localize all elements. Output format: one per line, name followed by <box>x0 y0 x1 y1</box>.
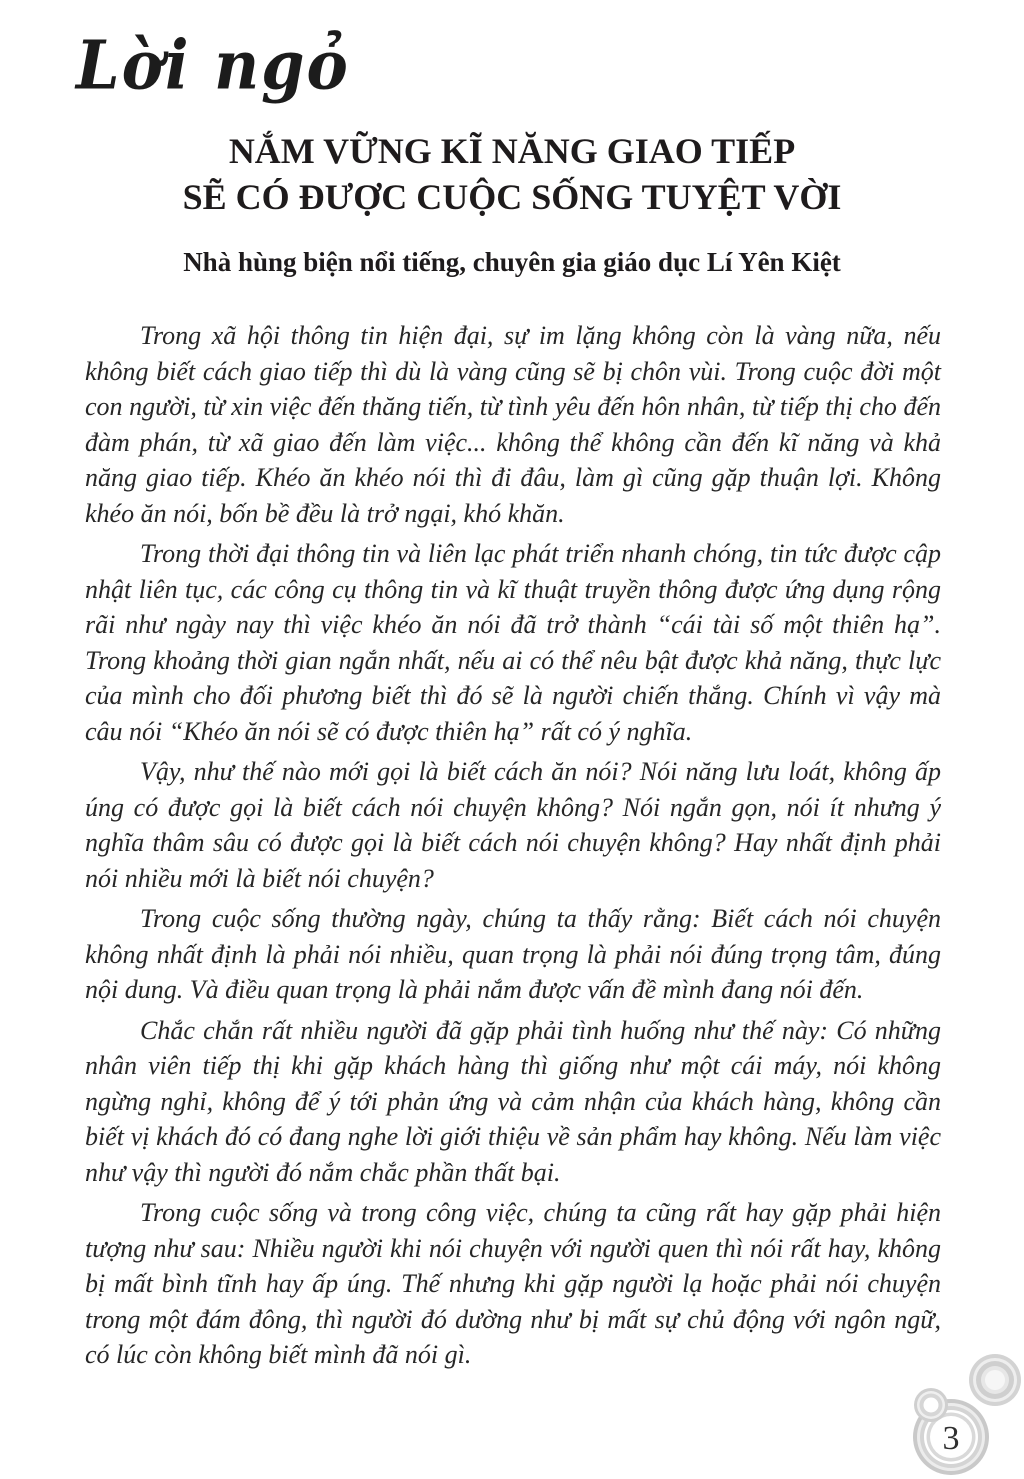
paragraph-3: Vậy, như thế nào mới gọi là biết cách ăn nói? Nói năng lưu loát, không ấp úng có được gọi là biết cách nói chuyện không? Nói ngắn gọn, nói ít nhưng ý nghĩa thâm sâu có được gọi là biết cách nói chuyện không? Hay nhất định phải nói nhiều mới là biết nói chuyện? <box>85 757 941 893</box>
body-text <box>85 318 941 1378</box>
paragraph-2: Trong thời đại thông tin và liên lạc phát triển nhanh chóng, tin tức được cập nhật liên tục, các công cụ thông tin và kĩ thuật truyền thông được ứng dụng rộng rãi như ngày nay thì việc khéo ăn nói đã trở thành “cái tài số một thiên hạ”. Trong khoảng thời gian ngắn nhất, nếu ai có thể nêu bật được khả năng, thực lực của mình cho đối phương biết thì đó sẽ là người chiến thắng. Chính vì vậy mà câu nói “Khéo ăn nói sẽ có được thiên hạ” rất có ý nghĩa. <box>85 539 941 746</box>
paragraph-6: Trong cuộc sống và trong công việc, chúng ta cũng rất hay gặp phải hiện tượng như sau: Nhiều người khi nói chuyện với người quen thì nói rất hay, không bị mất bình tĩnh hay ấp úng. Thế nhưng khi gặp người lạ hoặc phải nói chuyện trong một đám đông, thì người đó dường như bị mất sự chủ động với ngôn ngữ, có lúc còn không biết mình đã nói gì. <box>85 1198 941 1369</box>
page-number: 3 <box>942 1420 960 1457</box>
paragraph-1: Trong xã hội thông tin hiện đại, sự im lặng không còn là vàng nữa, nếu không biết cách giao tiếp thì dù là vàng cũng sẽ bị chôn vùi. Trong cuộc đời một con người, từ xin việc đến thăng tiến, từ tình yêu đến hôn nhân, từ tiếp thị cho đến đàm phán, từ xã giao đến làm việc... không thể không cần đến kĩ năng và khả năng giao tiếp. Khéo ăn khéo nói thì đi đâu, làm gì cũng gặp thuận lợi. Không khéo ăn nói, bốn bề đều là trở ngại, khó khăn. <box>85 321 941 528</box>
circles-ornament-icon <box>913 1354 1021 1475</box>
page-number-ornament <box>858 1318 1024 1479</box>
section-title: Lời ngỏ <box>76 26 350 105</box>
author-line: Nhà hùng biện nổi tiếng, chuyên gia giáo dục Lí Yên Kiệt <box>183 247 841 277</box>
chapter-title-line1: NẮM VỮNG KĨ NĂNG GIAO TIẾP <box>228 131 796 171</box>
chapter-title-line2: SẼ CÓ ĐƯỢC CUỘC SỐNG TUYỆT VỜI <box>182 177 842 217</box>
paragraph-4: Trong cuộc sống thường ngày, chúng ta thấy rằng: Biết cách nói chuyện không nhất định là phải nói nhiều, quan trọng là phải nói đúng trọng tâm, đúng nội dung. Và điều quan trọng là phải nắm được vấn đề mình đang nói đến. <box>85 904 941 1004</box>
paragraph-5: Chắc chắn rất nhiều người đã gặp phải tình huống như thế này: Có những nhân viên tiếp thị khi gặp khách hàng thì giống như một cái máy, nói không ngừng nghỉ, không để ý tới phản ứng và cảm nhận của khách hàng, không cần biết vị khách đó có đang nghe lời giới thiệu về sản phẩm hay không. Nếu làm việc như vậy thì người đó nắm chắc phần thất bại. <box>85 1015 941 1187</box>
chapter-title <box>0 128 1024 220</box>
